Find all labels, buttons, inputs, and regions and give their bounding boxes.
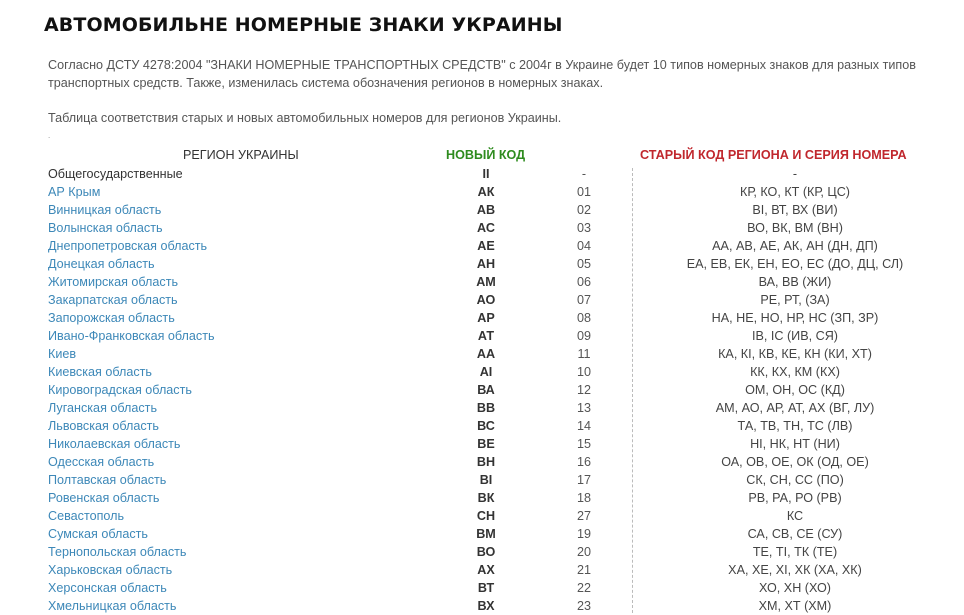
new-code: ВО <box>476 545 496 559</box>
region-link[interactable]: Житомирская область <box>48 275 179 289</box>
table-row <box>0 237 964 255</box>
new-code: ВТ <box>477 581 495 595</box>
table-row <box>0 165 964 183</box>
region-number: 19 <box>576 527 591 541</box>
old-code-series: НА, НЕ, НО, НР, НС (ЗП, ЗР) <box>711 311 879 325</box>
new-code: ВХ <box>477 599 495 613</box>
old-code-series: АМ, АО, АР, АТ, АХ (ВГ, ЛУ) <box>715 401 875 415</box>
new-code: АА <box>476 347 496 361</box>
table-row <box>0 273 964 291</box>
table-row <box>0 489 964 507</box>
old-code-series: ІВ, ІС (ИВ, СЯ) <box>751 329 839 343</box>
old-code-series: - <box>792 167 798 181</box>
table-row <box>0 561 964 579</box>
table-header <box>0 148 964 166</box>
table-row <box>0 597 964 615</box>
old-code-series: СК, СН, СС (ПО) <box>746 473 844 487</box>
table-row <box>0 417 964 435</box>
new-code: АВ <box>476 203 496 217</box>
region-number: 17 <box>576 473 591 487</box>
region-link[interactable]: Хмельницкая область <box>48 599 177 613</box>
region-link[interactable]: Харьковская область <box>48 563 173 577</box>
region-link[interactable]: Закарпатская область <box>48 293 178 307</box>
old-code-series: ЕА, ЕВ, ЕК, ЕН, ЕО, ЕС (ДО, ДЦ, СЛ) <box>686 257 904 271</box>
region-number: 10 <box>576 365 591 379</box>
region-number: 18 <box>576 491 591 505</box>
region-link[interactable]: Ровенская область <box>48 491 160 505</box>
intro-paragraph: Согласно ДСТУ 4278:2004 "ЗНАКИ НОМЕРНЫЕ ТРАНСПОРТНЫХ СРЕДСТВ" с 2004г в Украине будет 10 типов номерных знаков для разных типов транспортных средств. Также, изменилась система обозначения регионов в номерных знаках. <box>48 58 916 90</box>
region-link[interactable]: Запорожская область <box>48 311 175 325</box>
table-row <box>0 183 964 201</box>
region-number: 04 <box>576 239 591 253</box>
separator-dot: . <box>48 131 51 140</box>
region-link[interactable]: Николаевская область <box>48 437 181 451</box>
region-number: 07 <box>576 293 591 307</box>
region-number: 11 <box>577 347 591 361</box>
new-code: АХ <box>477 563 495 577</box>
region-number: 15 <box>576 437 591 451</box>
region-link[interactable]: Днепропетровская область <box>48 239 208 253</box>
region-link[interactable]: Винницкая область <box>48 203 162 217</box>
region-link[interactable]: Полтавская область <box>48 473 167 487</box>
region-link[interactable]: Кировоградская область <box>48 383 192 397</box>
region-link[interactable]: Ивано-Франковская область <box>48 329 215 343</box>
old-code-series: ОА, ОВ, ОЕ, ОК (ОД, ОЕ) <box>721 455 869 469</box>
region-number: - <box>581 167 587 181</box>
region-number: 23 <box>576 599 591 613</box>
new-code: АК <box>477 185 495 199</box>
new-code: ВК <box>477 491 495 505</box>
new-code: АН <box>476 257 496 271</box>
table-row <box>0 255 964 273</box>
region-number: 12 <box>576 383 591 397</box>
region-link[interactable]: Севастополь <box>48 509 125 523</box>
table-row <box>0 543 964 561</box>
table-row <box>0 327 964 345</box>
old-code-series: ВА, ВВ (ЖИ) <box>758 275 832 289</box>
region-link[interactable]: Донецкая область <box>48 257 155 271</box>
old-code-series: СА, СВ, СЕ (СУ) <box>747 527 843 541</box>
table-row <box>0 453 964 471</box>
old-code-series: ВІ, ВТ, ВХ (ВИ) <box>752 203 838 217</box>
old-code-series: ВО, ВК, ВМ (ВН) <box>747 221 843 235</box>
old-code-series: ХМ, ХТ (ХМ) <box>758 599 832 613</box>
new-code: ВА <box>477 383 495 397</box>
table-row <box>0 381 964 399</box>
region-number: 09 <box>576 329 591 343</box>
region-link[interactable]: Сумская область <box>48 527 148 541</box>
new-code: АР <box>477 311 495 325</box>
table-row <box>0 363 964 381</box>
region-number: 16 <box>576 455 591 469</box>
region-number: 03 <box>576 221 591 235</box>
region-number: 20 <box>576 545 591 559</box>
header-region: РЕГИОН УКРАИНЫ <box>183 148 299 162</box>
new-code: АІ <box>479 365 493 379</box>
table-row <box>0 507 964 525</box>
region-label: Общегосударственные <box>48 167 183 181</box>
region-link[interactable]: Луганская область <box>48 401 158 415</box>
old-code-series: ТЕ, ТІ, ТК (ТЕ) <box>752 545 838 559</box>
region-number: 13 <box>576 401 591 415</box>
new-code: АТ <box>477 329 495 343</box>
region-number: 01 <box>576 185 591 199</box>
table-caption: Таблица соответствия старых и новых автомобильных номеров для регионов Украины. <box>48 111 562 125</box>
table-row <box>0 291 964 309</box>
new-code: ВЕ <box>477 437 495 451</box>
new-code: ВВ <box>476 401 496 415</box>
region-number: 21 <box>576 563 591 577</box>
page-title: АВТОМОБИЛЬНЕ НОМЕРНЫЕ ЗНАКИ УКРАИНЫ <box>44 14 563 36</box>
region-link[interactable]: АР Крым <box>48 185 101 199</box>
region-link[interactable]: Тернопольская область <box>48 545 187 559</box>
new-code: СН <box>476 509 496 523</box>
table-row <box>0 399 964 417</box>
old-code-series: КА, КІ, КВ, КЕ, КН (КИ, ХТ) <box>718 347 872 361</box>
new-code: ВІ <box>479 473 493 487</box>
region-number: 27 <box>576 509 591 523</box>
table-row <box>0 435 964 453</box>
new-code: II <box>482 167 490 181</box>
old-code-series: КК, КХ, КМ (КХ) <box>750 365 840 379</box>
old-code-series: РЕ, РТ, (ЗА) <box>760 293 830 307</box>
old-code-series: ТА, ТВ, ТН, ТС (ЛВ) <box>737 419 853 433</box>
region-number: 08 <box>576 311 591 325</box>
region-table <box>0 165 964 615</box>
table-row <box>0 471 964 489</box>
new-code: ВМ <box>476 527 496 541</box>
table-row <box>0 525 964 543</box>
old-code-series: КР, КО, КТ (КР, ЦС) <box>739 185 851 199</box>
table-row <box>0 219 964 237</box>
new-code: АЕ <box>477 239 495 253</box>
old-code-series: ХА, ХЕ, ХІ, ХК (ХА, ХК) <box>728 563 862 577</box>
new-code: ВН <box>476 455 496 469</box>
old-code-series: ХО, ХН (ХО) <box>759 581 831 595</box>
table-row <box>0 309 964 327</box>
region-number: 05 <box>576 257 591 271</box>
region-number: 14 <box>576 419 591 433</box>
region-link[interactable]: Одесская область <box>48 455 155 469</box>
header-old-code: СТАРЫЙ КОД РЕГИОНА И СЕРИЯ НОМЕРА <box>640 148 907 162</box>
table-row <box>0 345 964 363</box>
region-number: 02 <box>576 203 591 217</box>
region-number: 22 <box>576 581 591 595</box>
region-link[interactable]: Волынская область <box>48 221 163 235</box>
new-code: АО <box>476 293 496 307</box>
old-code-series: КС <box>786 509 804 523</box>
old-code-series: ОМ, ОН, ОС (КД) <box>745 383 845 397</box>
new-code: ВС <box>477 419 495 433</box>
region-number: 06 <box>576 275 591 289</box>
table-row <box>0 201 964 219</box>
new-code: АМ <box>476 275 496 289</box>
region-link[interactable]: Херсонская область <box>48 581 167 595</box>
old-code-series: АА, АВ, АЕ, АК, АН (ДН, ДП) <box>712 239 878 253</box>
new-code: АС <box>477 221 495 235</box>
old-code-series: РВ, РА, РО (РВ) <box>748 491 842 505</box>
region-link[interactable]: Киевская область <box>48 365 152 379</box>
region-link[interactable]: Львовская область <box>48 419 159 433</box>
table-row <box>0 579 964 597</box>
region-link[interactable]: Киев <box>48 347 77 361</box>
old-code-series: НІ, НК, НТ (НИ) <box>750 437 840 451</box>
header-new-code: НОВЫЙ КОД <box>446 148 526 162</box>
